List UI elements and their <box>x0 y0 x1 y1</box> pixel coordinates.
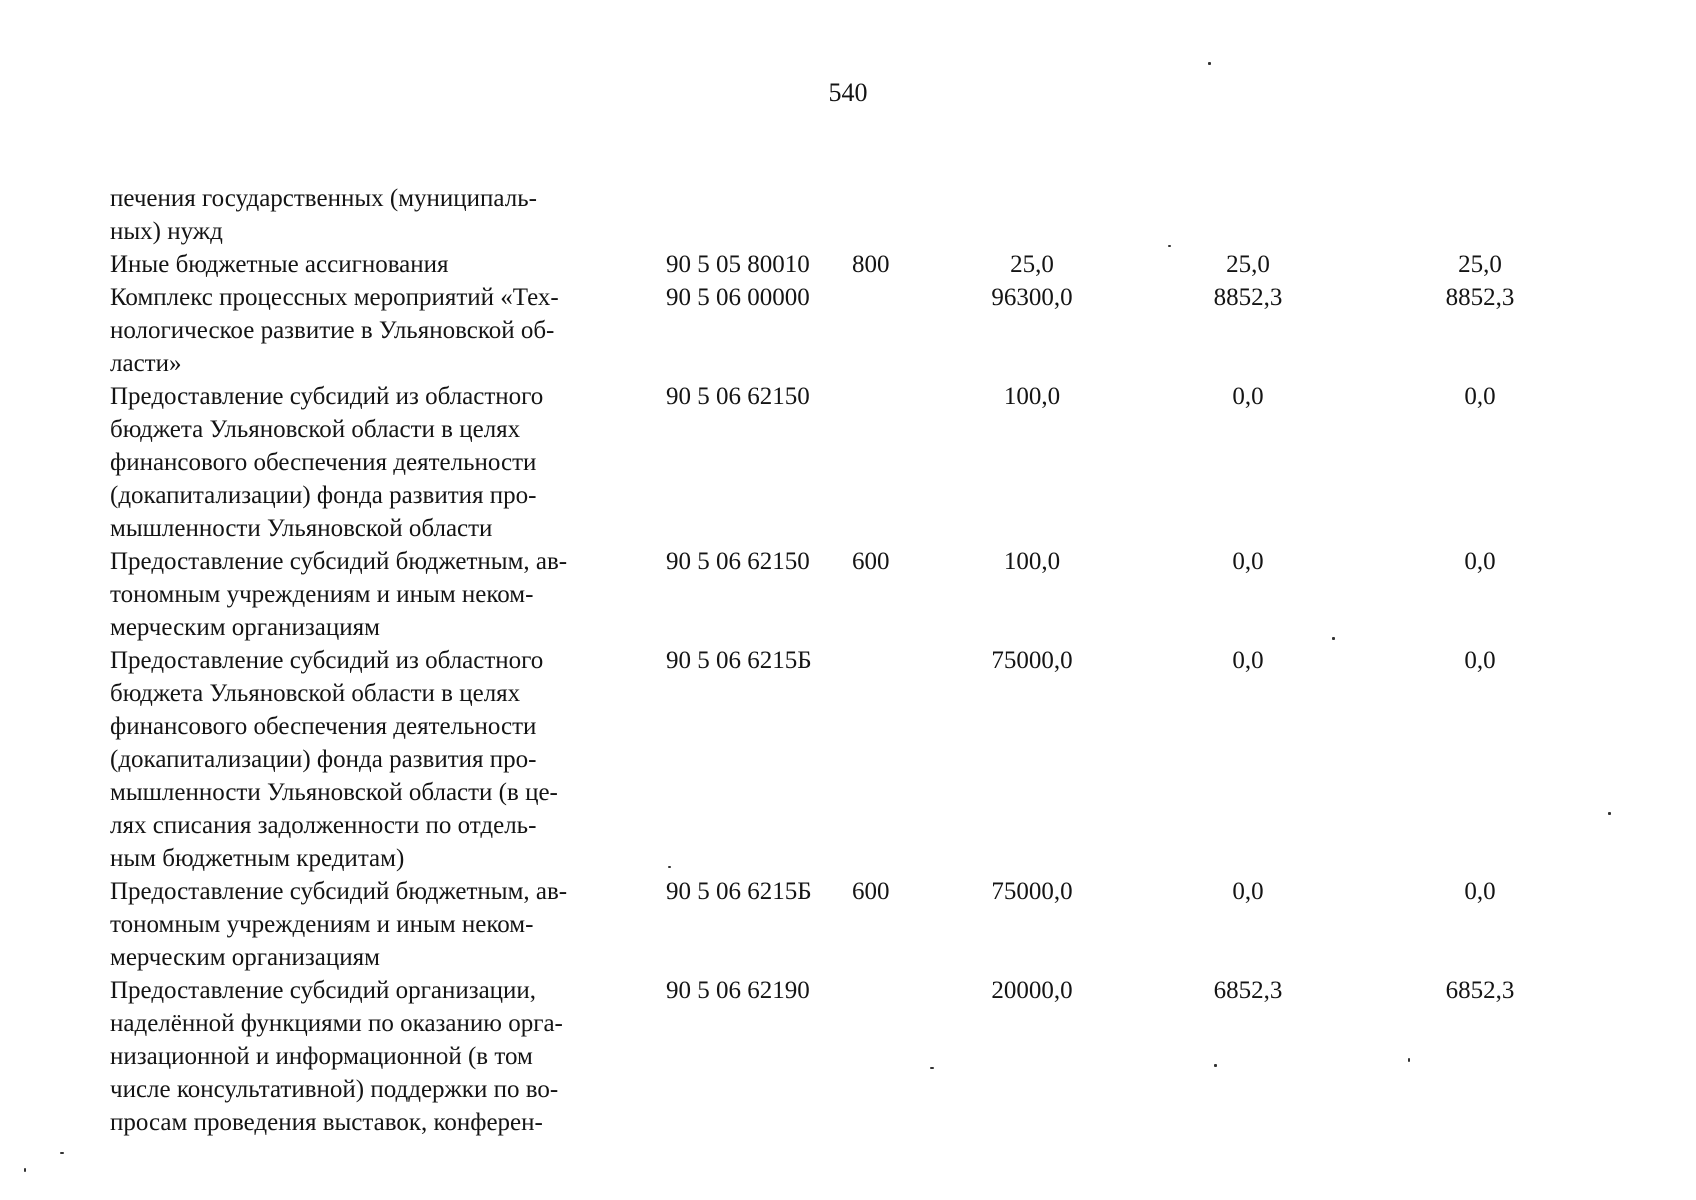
target-article-code: 90 5 06 62190 <box>666 977 810 1004</box>
table-row <box>110 281 1596 380</box>
budget-table-body <box>110 182 1596 1139</box>
row-name-line: финансового обеспечения деятельности <box>110 449 537 476</box>
amount-year-3 <box>1364 182 1596 248</box>
row-name-line: тономным учреждениям и иным неком- <box>110 581 534 608</box>
amount-year-3: 25,0 <box>1458 251 1502 278</box>
amount-year-3: 0,0 <box>1464 878 1496 905</box>
budget-table <box>110 182 1596 1139</box>
expense-type-code <box>852 644 932 875</box>
target-article-code: 90 5 05 80010 <box>666 251 810 278</box>
row-name-line: Предоставление субсидий бюджетным, ав- <box>110 548 568 575</box>
row-name-line: мерческим организациям <box>110 944 380 971</box>
scan-speck <box>1408 1058 1410 1062</box>
amount-year-1: 75000,0 <box>991 878 1073 905</box>
target-article-code: 90 5 06 62150 <box>666 383 810 410</box>
row-name <box>110 875 648 974</box>
row-name-line: нологическое развитие в Ульяновской об- <box>110 317 555 344</box>
table-row <box>110 182 1596 248</box>
amount-year-2: 0,0 <box>1232 878 1264 905</box>
amount-year-1: 20000,0 <box>991 977 1073 1004</box>
expense-type-code <box>852 182 932 248</box>
row-name-line: ласти» <box>110 350 182 377</box>
amount-year-2: 0,0 <box>1232 548 1264 575</box>
row-name-line: Иные бюджетные ассигнования <box>110 251 449 278</box>
row-name-line: бюджета Ульяновской области в целях <box>110 416 521 443</box>
target-article-code: 90 5 06 6215Б <box>666 878 812 905</box>
amount-year-2: 25,0 <box>1226 251 1270 278</box>
row-name <box>110 248 648 281</box>
target-article-code <box>648 182 852 248</box>
target-article-code: 90 5 06 00000 <box>666 284 810 311</box>
scan-speck <box>1208 62 1211 65</box>
amount-year-3: 0,0 <box>1464 647 1496 674</box>
row-name-line: Предоставление субсидий бюджетным, ав- <box>110 878 568 905</box>
row-name-line: Комплекс процессных мероприятий «Тех- <box>110 284 559 311</box>
amount-year-1: 100,0 <box>1003 548 1061 575</box>
amount-year-1 <box>932 182 1132 248</box>
scan-speck <box>24 1168 26 1172</box>
amount-year-2: 6852,3 <box>1213 977 1283 1004</box>
table-row <box>110 875 1596 974</box>
row-name <box>110 281 648 380</box>
row-name <box>110 644 648 875</box>
amount-year-2 <box>1132 182 1364 248</box>
amount-year-1: 75000,0 <box>991 647 1073 674</box>
scan-speck <box>1168 245 1171 247</box>
table-row <box>110 545 1596 644</box>
row-name-line: низационной и информационной (в том <box>110 1043 533 1070</box>
row-name <box>110 545 648 644</box>
row-name-line: (докапитализации) фонда развития про- <box>110 746 537 773</box>
table-row <box>110 974 1596 1139</box>
row-name-line: мерческим организациям <box>110 614 380 641</box>
scan-speck <box>930 1067 934 1069</box>
amount-year-3: 0,0 <box>1464 383 1496 410</box>
row-name-line: тономным учреждениям и иным неком- <box>110 911 534 938</box>
row-name <box>110 974 648 1139</box>
table-row <box>110 644 1596 875</box>
target-article-code: 90 5 06 6215Б <box>666 647 812 674</box>
scan-speck <box>1332 637 1335 640</box>
row-name <box>110 380 648 545</box>
row-name-line: лях списания задолженности по отдель- <box>110 812 537 839</box>
scan-speck <box>668 866 671 868</box>
row-name-line: Предоставление субсидий из областного <box>110 383 544 410</box>
target-article-code: 90 5 06 62150 <box>666 548 810 575</box>
amount-year-3: 0,0 <box>1464 548 1496 575</box>
row-name-line: бюджета Ульяновской области в целях <box>110 680 521 707</box>
table-row <box>110 248 1596 281</box>
row-name-line: мышленности Ульяновской области <box>110 515 493 542</box>
row-name-line: наделённой функциями по оказанию орга- <box>110 1010 563 1037</box>
row-name <box>110 182 648 248</box>
row-name-line: числе консультативной) поддержки по во- <box>110 1076 559 1103</box>
amount-year-2: 8852,3 <box>1213 284 1283 311</box>
amount-year-1: 25,0 <box>1010 251 1054 278</box>
row-name-line: печения государственных (муниципаль- <box>110 185 537 212</box>
expense-type-code <box>852 281 932 380</box>
amount-year-3: 6852,3 <box>1445 977 1515 1004</box>
row-name-line: мышленности Ульяновской области (в це- <box>110 779 558 806</box>
row-name-line: Предоставление субсидий организации, <box>110 977 537 1004</box>
expense-type-code: 600 <box>852 878 890 905</box>
expense-type-code: 600 <box>852 548 890 575</box>
row-name-line: ным бюджетным кредитам) <box>110 845 405 872</box>
table-row <box>110 380 1596 545</box>
row-name-line: Предоставление субсидий из областного <box>110 647 544 674</box>
amount-year-1: 96300,0 <box>991 284 1073 311</box>
amount-year-1: 100,0 <box>1003 383 1061 410</box>
expense-type-code <box>852 974 932 1139</box>
amount-year-3: 8852,3 <box>1445 284 1515 311</box>
row-name-line: просам проведения выставок, конферен- <box>110 1109 543 1136</box>
row-name-line: финансового обеспечения деятельности <box>110 713 537 740</box>
amount-year-2: 0,0 <box>1232 647 1264 674</box>
amount-year-2: 0,0 <box>1232 383 1264 410</box>
expense-type-code <box>852 380 932 545</box>
expense-type-code: 800 <box>852 251 890 278</box>
page-number: 540 <box>828 78 868 107</box>
scan-speck <box>1214 1064 1217 1067</box>
scan-speck <box>1608 812 1611 815</box>
row-name-line: (докапитализации) фонда развития про- <box>110 482 537 509</box>
scan-speck <box>60 1152 64 1154</box>
row-name-line: ных) нужд <box>110 218 223 245</box>
